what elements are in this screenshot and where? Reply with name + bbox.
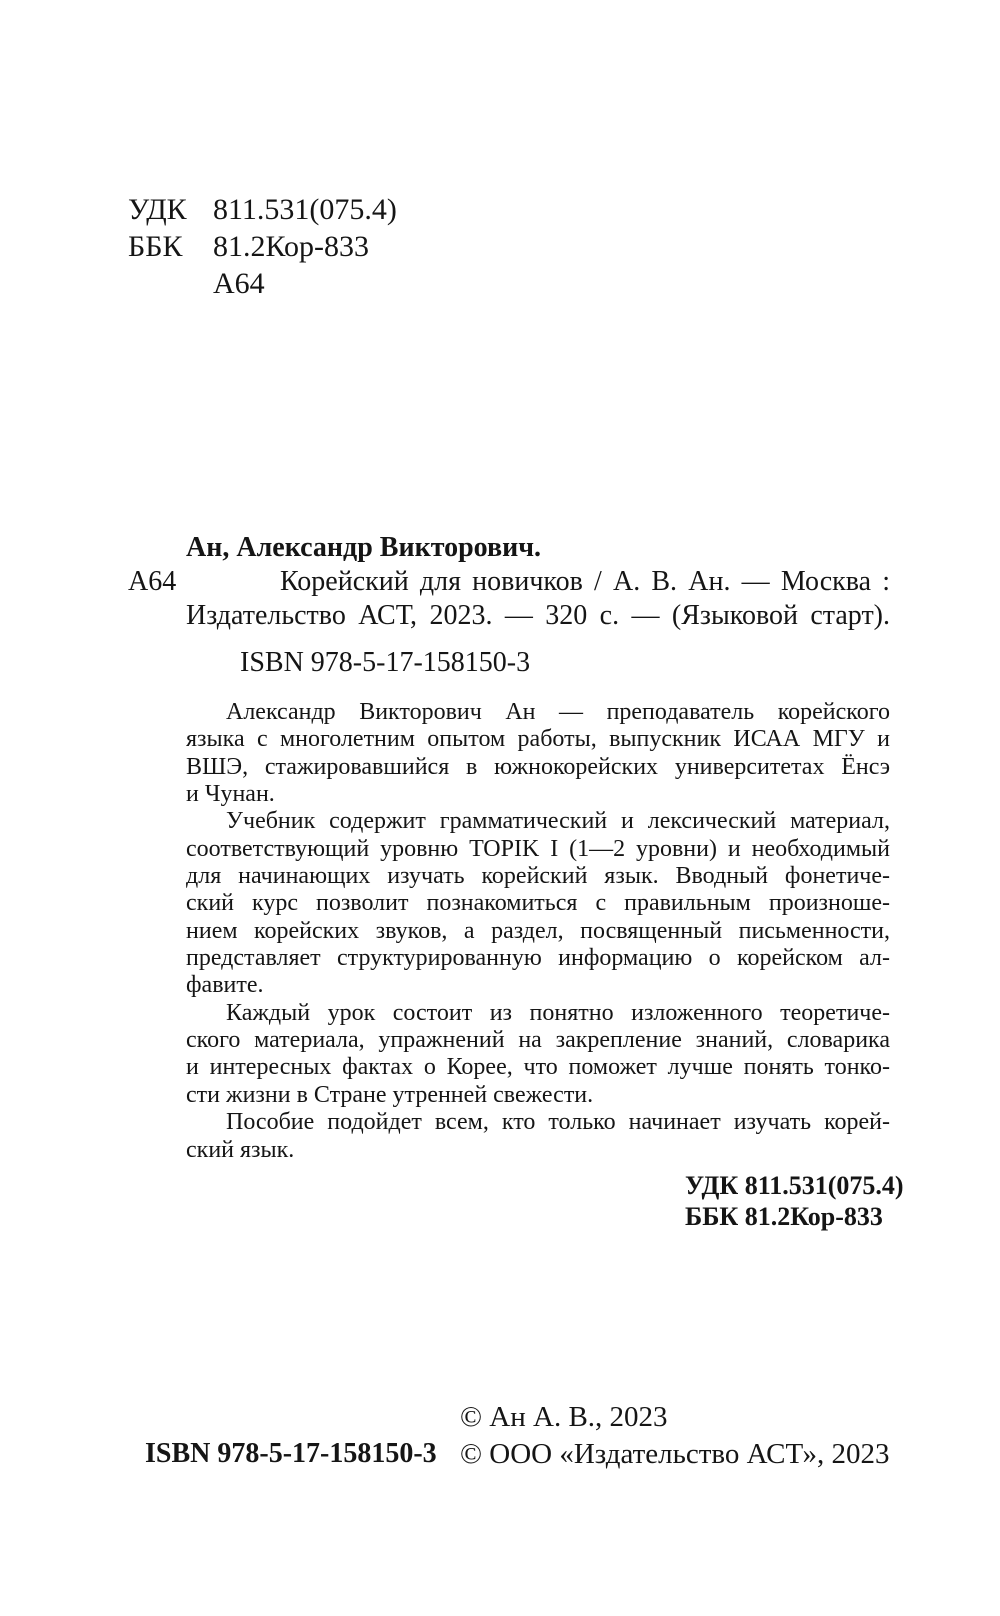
bbk-value: 81.2Кор-833 [213,230,370,263]
bbk-row [128,228,397,265]
footer-isbn: ISBN 978-5-17-158150-3 [145,1438,437,1469]
classification-top [128,191,397,302]
classification-bottom [685,1170,904,1232]
annotation-line: и интересных фактах о Корее, что поможет лучше понять тонко- [186,1054,890,1081]
annotation-line: Учебник содержит грамматический и лексический материал, [226,808,890,835]
bbk-label: ББК [128,230,183,263]
annotation-line: соответствующий уровню TOPIK I (1—2 уровни) и необходимый [186,835,890,862]
udk-bottom: УДК 811.531(075.4) [685,1171,904,1200]
annotation-line: для начинающих изучать корейский язык. Вводный фонетиче- [186,863,890,890]
catalog-author-heading: Ан, Александр Викторович. [186,532,542,563]
udk-value: 811.531(075.4) [213,193,397,226]
annotation-line: нием корейских звуков, а раздел, посвященный письменности, [186,917,890,944]
udk-label: УДК [128,193,187,226]
annotation-line: представляет структурированную информацию о корейском ал- [186,945,890,972]
copyright-publisher: © ООО «Издательство АСТ», 2023 [460,1438,890,1470]
catalog-publisher-line: Издательство АСТ, 2023. — 320 с. — (Языковой старт). [186,600,890,631]
udk-row [128,191,397,228]
catalog-card [128,531,890,633]
copyright-author: © Ан А. В., 2023 [460,1401,668,1433]
catalog-title-line: Корейский для новичков / А. В. Ан. — Москва : [280,566,890,597]
bbk-bottom: ББК 81.2Кор-833 [685,1202,883,1231]
author-sign-row [128,265,397,302]
catalog-margin-code: А64 [128,566,177,597]
annotation-line: Пособие подойдет всем, кто только начинает изучать корей- [226,1109,890,1136]
annotation-line: ский курс позволит познакомиться с правильным произноше- [186,890,890,917]
annotation-line: языка с многолетним опытом работы, выпускник ИСАА МГУ и [186,726,890,753]
annotation-line: фавите. [186,972,264,999]
isbn-line: ISBN 978-5-17-158150-3 [240,647,531,678]
author-sign-label [128,265,213,302]
author-sign-value: А64 [213,267,265,300]
annotation-line: ский язык. [186,1136,295,1163]
annotation-line: сти жизни в Стране утренней свежести. [186,1081,594,1108]
annotation-line: Александр Викторович Ан — преподаватель корейского [226,699,890,725]
annotation-line: ского материала, упражнений на закрепление знаний, словарика [186,1027,890,1054]
annotation [186,699,890,1164]
annotation-line: ВШЭ, стажировавшийся в южнокорейских университетах Ёнсэ [186,753,890,780]
annotation-line: Каждый урок состоит из понятно изложенного теоретиче- [226,999,890,1026]
annotation-line: и Чунан. [186,781,275,808]
